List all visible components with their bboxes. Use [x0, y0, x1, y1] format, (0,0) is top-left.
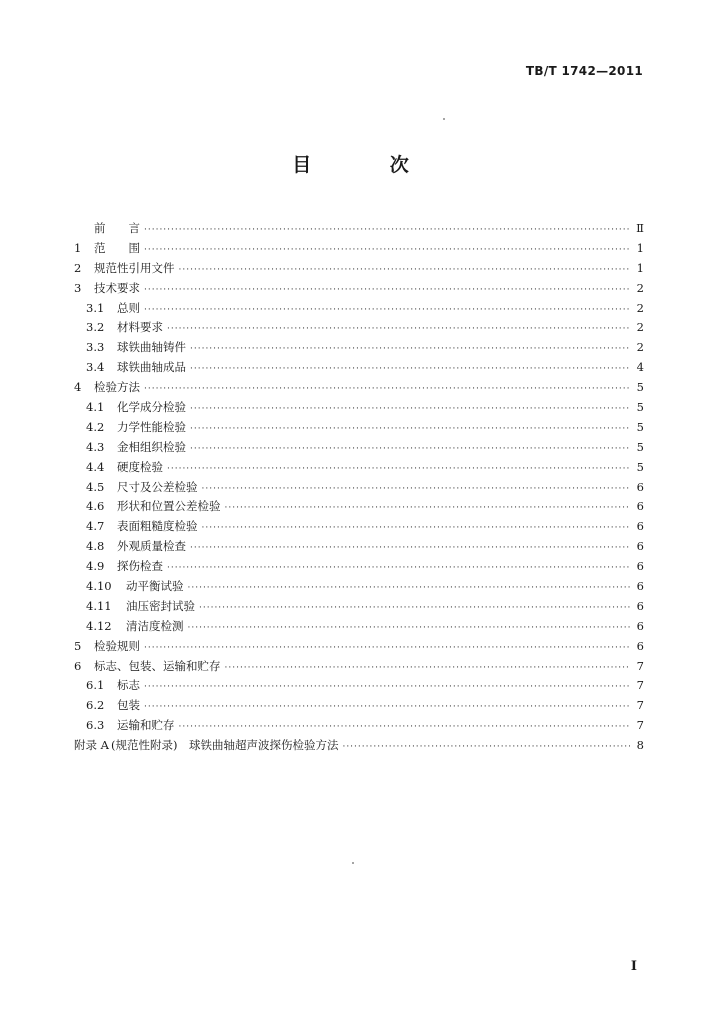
toc-entry-number: 1	[74, 240, 82, 255]
toc-entry[interactable]	[74, 577, 644, 597]
toc-entry-number: 4	[74, 380, 82, 395]
toc-entry[interactable]	[74, 517, 644, 537]
toc-entry[interactable]	[74, 478, 644, 498]
toc-entry[interactable]	[74, 299, 644, 319]
toc-entry[interactable]	[74, 398, 644, 418]
scan-speck	[352, 862, 354, 864]
toc-entry-label: 外观质量检查	[117, 539, 186, 554]
toc-entry[interactable]	[74, 239, 644, 259]
toc-entry[interactable]	[74, 696, 644, 716]
toc-entry[interactable]	[74, 657, 644, 677]
toc-leader-dots	[144, 380, 630, 400]
toc-leader-dots	[144, 281, 630, 301]
toc-leader-dots	[144, 698, 630, 718]
toc-entry[interactable]	[74, 458, 644, 478]
toc-entry-page: 8	[636, 738, 644, 753]
toc-entry[interactable]	[74, 557, 644, 577]
toc-entry-page: 2	[636, 320, 644, 335]
toc-entry-page: Ⅱ	[636, 221, 644, 235]
toc-entry-number: 4.6	[86, 499, 105, 514]
toc-entry[interactable]	[74, 318, 644, 338]
toc-entry-label: 包装	[117, 698, 140, 713]
toc-entry-label: 材料要求	[117, 320, 163, 335]
toc-entry-label: 动平衡试验	[126, 579, 184, 594]
toc-entry[interactable]	[74, 497, 644, 517]
toc-entry-page: 6	[636, 499, 644, 514]
toc-leader-dots	[144, 221, 630, 241]
toc-entry-number: 6.2	[86, 698, 105, 713]
toc-entry-number: 4.10	[86, 579, 112, 594]
toc-entry[interactable]	[74, 259, 644, 279]
toc-leader-dots	[190, 360, 630, 380]
toc-entry-number: 4.2	[86, 419, 105, 434]
toc-entry-number: 5	[74, 638, 82, 653]
toc-leader-dots	[190, 420, 630, 440]
toc-leader-dots	[190, 340, 630, 360]
toc-entry-number: 4.3	[86, 439, 105, 454]
toc-entry-label: 探伤检查	[117, 559, 163, 574]
toc-entry-number: 4.9	[86, 559, 105, 574]
toc-entry-page: 5	[636, 459, 644, 474]
toc-entry-page: 7	[636, 698, 644, 713]
toc-leader-dots	[167, 559, 630, 579]
toc-entry-label: 检验规则	[94, 638, 140, 653]
toc-entry-number: 4.11	[86, 598, 112, 613]
toc-entry-label: 球铁曲轴成品	[117, 360, 186, 375]
toc-entry-label: 金相组织检验	[117, 439, 186, 454]
toc-entry-label: 表面粗糙度检验	[117, 519, 198, 534]
toc-entry-page: 5	[636, 419, 644, 434]
toc-leader-dots	[167, 320, 630, 340]
toc-entry-number: 4.7	[86, 519, 105, 534]
toc-leader-dots	[190, 440, 630, 460]
toc-entry-number: 6	[74, 658, 82, 673]
toc-entry-page: 5	[636, 400, 644, 415]
toc-entry-number: 4.1	[86, 400, 105, 415]
toc-leader-dots	[202, 480, 631, 500]
toc-entry-label: 球铁曲轴铸件	[117, 340, 186, 355]
toc-entry-page: 1	[636, 260, 644, 275]
toc-entry-label: 规范性引用文件	[94, 260, 175, 275]
standard-code: TB/T 1742—2011	[525, 64, 643, 78]
toc-entry-label: 尺寸及公差检验	[117, 479, 198, 494]
toc-entry-page: 4	[636, 360, 644, 375]
toc-entry-number: 6.3	[86, 718, 105, 733]
toc-entry[interactable]	[74, 219, 644, 239]
toc-entry[interactable]	[74, 358, 644, 378]
toc-entry-label: 总则	[117, 300, 140, 315]
toc-leader-dots	[342, 738, 630, 758]
toc-entry-label: 清洁度检测	[126, 618, 184, 633]
toc-entry-page: 7	[636, 678, 644, 693]
toc-entry[interactable]	[74, 637, 644, 657]
toc-leader-dots	[144, 241, 630, 261]
page-number: Ⅰ	[630, 959, 637, 974]
toc-entry-number: 3.3	[86, 340, 105, 355]
toc-entry-number: 6.1	[86, 678, 105, 693]
toc-leader-dots	[202, 519, 631, 539]
toc-entry-label: 力学性能检验	[117, 419, 186, 434]
toc-entry-number: 4.12	[86, 618, 112, 633]
toc-leader-dots	[188, 579, 631, 599]
table-of-contents	[74, 219, 644, 756]
toc-entry-page: 6	[636, 598, 644, 613]
toc-entry-label: 化学成分检验	[117, 400, 186, 415]
toc-entry-label: 技术要求	[94, 280, 140, 295]
toc-entry-label: 运输和贮存	[117, 718, 175, 733]
toc-leader-dots	[179, 261, 631, 281]
toc-entry[interactable]	[74, 438, 644, 458]
toc-entry-page: 6	[636, 638, 644, 653]
toc-entry-page: 6	[636, 559, 644, 574]
toc-leader-dots	[188, 619, 631, 639]
toc-entry-page: 6	[636, 519, 644, 534]
toc-entry[interactable]	[74, 378, 644, 398]
toc-entry-number: 4.4	[86, 459, 105, 474]
toc-entry-number: 4.5	[86, 479, 105, 494]
toc-entry-number: 附录 A	[74, 738, 109, 753]
toc-leader-dots	[144, 678, 630, 698]
toc-entry[interactable]	[74, 537, 644, 557]
toc-leader-dots	[167, 460, 630, 480]
toc-entry-label: 前 言	[94, 221, 140, 235]
toc-entry-number: 3.2	[86, 320, 105, 335]
toc-entry-label: 检验方法	[94, 380, 140, 395]
toc-entry[interactable]	[74, 597, 644, 617]
toc-entry[interactable]	[74, 418, 644, 438]
toc-entry[interactable]	[74, 338, 644, 358]
toc-leader-dots	[225, 659, 631, 679]
toc-entry-label: 硬度检验	[117, 459, 163, 474]
toc-entry-number: 2	[74, 260, 82, 275]
toc-entry-label: 形状和位置公差检验	[117, 499, 221, 514]
scan-speck	[443, 118, 445, 120]
toc-leader-dots	[225, 499, 631, 519]
page-title: 目 次	[292, 154, 445, 176]
toc-leader-dots	[190, 539, 630, 559]
toc-entry-page: 7	[636, 658, 644, 673]
toc-entry-label: 范 围	[94, 240, 140, 255]
toc-leader-dots	[199, 599, 630, 619]
toc-entry-page: 6	[636, 579, 644, 594]
toc-entry-label: 标志、包装、运输和贮存	[94, 658, 221, 673]
toc-entry-page: 2	[636, 340, 644, 355]
toc-entry-page: 6	[636, 479, 644, 494]
toc-entry-page: 7	[636, 718, 644, 733]
toc-entry-page: 5	[636, 380, 644, 395]
toc-entry-number: 3	[74, 280, 82, 295]
toc-entry-label: (规范性附录) 球铁曲轴超声波探伤检验方法	[110, 738, 339, 753]
toc-entry[interactable]	[74, 279, 644, 299]
toc-entry-label: 标志	[117, 678, 140, 693]
toc-entry-number: 4.8	[86, 539, 105, 554]
toc-entry-page: 2	[636, 280, 644, 295]
toc-entry-page: 1	[636, 240, 644, 255]
toc-entry-label: 油压密封试验	[126, 598, 195, 613]
toc-entry-number: 3.4	[86, 360, 105, 375]
toc-entry-number: 3.1	[86, 300, 105, 315]
toc-leader-dots	[190, 400, 630, 420]
toc-leader-dots	[144, 301, 630, 321]
toc-entry-page: 2	[636, 300, 644, 315]
toc-entry[interactable]	[74, 676, 644, 696]
toc-entry-page: 5	[636, 439, 644, 454]
toc-entry[interactable]	[74, 716, 644, 736]
toc-entry-page: 6	[636, 618, 644, 633]
toc-entry[interactable]	[74, 617, 644, 637]
toc-entry-page: 6	[636, 539, 644, 554]
toc-entry[interactable]	[74, 736, 644, 756]
